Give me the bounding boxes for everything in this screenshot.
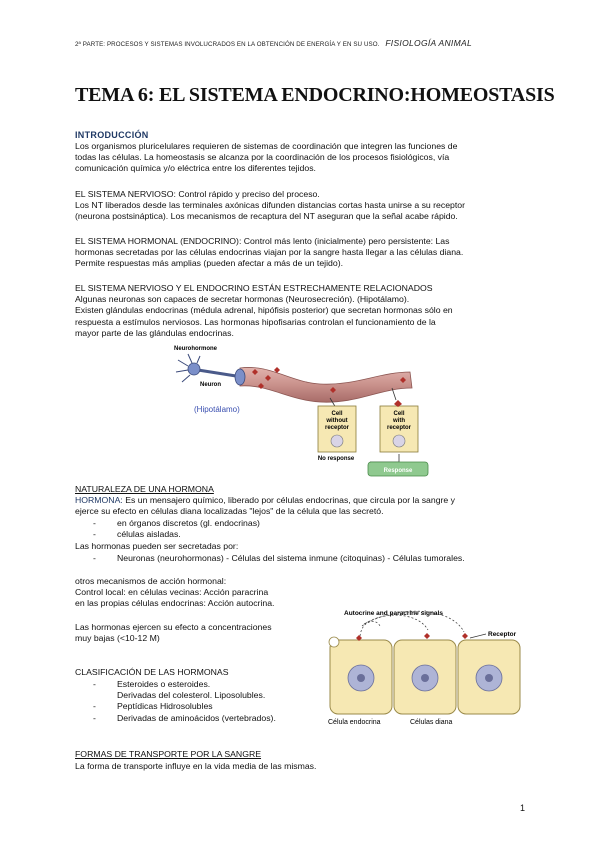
target-cell [458,633,520,714]
conc-line-1: Las hormonas ejercen su efecto a concentraciones [75,622,272,632]
cell-without-label-1: Cell [331,411,343,417]
clasificacion-heading: CLASIFICACIÓN DE LAS HORMONAS [75,667,229,677]
axon-terminal [235,369,245,385]
intro-line-2: todas las células. La homeostasis se alcanza por la coordinación de los procesos fisiológicos, vía [75,152,450,163]
intro-line-3: comunicación química y/o eléctrica entre los diferentes tejidos. [75,163,316,174]
intro-heading: INTRODUCCIÓN [75,130,149,140]
concentration-note [75,622,272,644]
nervioso-heading: EL SISTEMA NERVIOSO: Control rápido y preciso del proceso. [75,189,320,199]
target-cell [394,633,456,714]
naturaleza-heading: NATURALEZA DE UNA HORMONA [75,484,214,494]
conc-line-2: muy bajas (<10-12 M) [75,633,160,644]
receptor-label: Receptor [488,631,517,638]
naturaleza-bullets [93,518,260,540]
relacionados-line-4: mayor parte de las glándulas endocrinas. [75,327,234,338]
otros-section [75,576,274,610]
hormona-def-text-1: Es un mensajero químico, liberado por células endocrinas, que circula por la sangre y [122,495,456,505]
relacionados-line-3: respuesta a estímulos nerviosos. Las hormonas hipofisarias controlan el funcionamiento de la [75,316,436,327]
hormonal-line-1: EL SISTEMA HORMONAL (ENDOCRINO): Control más lento (inicialmente) pero persistente: Las [75,236,450,246]
intro-paragraph [75,141,457,175]
axon [198,370,236,376]
hormonal-line-3: Permite respuestas más amplias (pueden afectar a más de un tejido). [75,258,343,269]
relacionados-line-2: Existen glándulas endocrinas (médula adrenal, hipófisis posterior) que secretan hormonas sólo en [75,305,453,316]
transporte-line: La forma de transporte influye en la vida media de las mismas. [75,761,317,771]
intro-line-1: Los organismos pluricelulares requieren de sistemas de coordinación que integren las funciones de [75,141,458,151]
hormonal-line-2: hormonas secretadas por las células endocrinas viajan por la sangre hasta llegar a las células diana. [75,247,464,258]
list-item: - Derivadas de aminoácidos (vertebrados). [93,712,276,723]
otros-line-3: en las propias células endocrinas: Acción autocrina. [75,598,275,609]
figure2-title: Autocrine and paracrine signals [344,610,443,617]
list-item: - Peptídicas Hidrosolubles [93,701,213,712]
neuron-cell-icon [176,354,200,382]
clasificacion-item-3: Derivadas de aminoácidos (vertebrados). [117,712,276,723]
hormona-label: HORMONA: [75,495,123,505]
neurohormone-figure [170,342,430,480]
clasificacion-list [93,679,276,724]
nervioso-line-1: Los NT liberados desde las terminales axónicas difunden distancias cortas hasta unirse a su receptor [75,200,466,211]
relacionados-heading: EL SISTEMA NERVIOSO Y EL ENDOCRINO ESTÁN ESTRECHAMENTE RELACIONADOS [75,283,433,293]
endocrine-cell-label: Célula endocrina [328,719,381,726]
course-part: 2ª PARTE: PROCESOS Y SISTEMAS INVOLUCRADOS EN LA OBTENCIÓN DE ENERGÍA Y EN SU USO. [75,41,380,48]
page-title: TEMA 6: EL SISTEMA ENDOCRINO:HOMEOSTASIS [75,84,555,106]
transporte-heading: FORMAS DE TRANSPORTE POR LA SANGRE [75,749,262,759]
list-item: - en órganos discretos (gl. endocrinas) [93,518,260,528]
secreted-intro: Las hormonas pueden ser secretadas por: [75,541,239,551]
nervioso-line-2: (neurona postsináptica). Los mecanismos de recaptura del NT aseguran que la señal acabe rápido. [75,211,458,222]
endocrine-cell [329,635,392,714]
neurohormone-label: Neurohormone [174,346,218,352]
relacionados-section [75,283,453,339]
autocrine-paracrine-figure [322,606,532,730]
otros-line-1: otros mecanismos de acción hormonal: [75,576,227,586]
list-item: - Neuronas (neurohormonas) - Células del sistema inmune (citoquinas) - Células tumorales. [93,553,465,563]
course-name: FISIOLOGÍA ANIMAL [385,38,472,48]
naturaleza-bullet-2: células aisladas. [117,529,181,540]
naturaleza-bullet-1: en órganos discretos (gl. endocrinas) [117,518,260,528]
cell-without-label-3: receptor [324,425,350,431]
hormona-definition [75,495,455,517]
list-item: - células aisladas. [93,529,181,540]
secreted-bullet: Neuronas (neurohormonas) - Células del sistema inmune (citoquinas) - Células tumorales. [117,553,465,563]
hormona-def-line-2: ejerce su efecto en células diana localizadas "lejos" de la célula que las secretó. [75,506,384,517]
nervioso-section [75,189,465,223]
page-number: 1 [519,803,525,813]
clasificacion-item-1-sub: Derivadas del colesterol. Liposolubles. [117,690,266,701]
hormonal-section [75,236,463,270]
cell-without-label-2: without [326,418,348,424]
hypothalamus-label: (Hipotálamo) [194,405,240,414]
list-item [93,690,276,701]
target-cells-label: Células diana [410,719,453,726]
list-item: - Esteroides o esteroides. [93,679,211,689]
cell-with-label-3: receptor [386,425,412,431]
clasificacion-item-1: Esteroides o esteroides. [117,679,211,689]
neuron-label: Neuron [200,382,221,388]
relacionados-line-1: Algunas neuronas son capaces de secretar hormonas (Neurosecreción). (Hipotálamo). [75,294,410,305]
otros-line-2: Control local: en células vecinas: Acción paracrina [75,587,269,598]
running-header [75,38,472,48]
hormona-def-line-1 [75,495,455,506]
no-response-label: No response [317,456,355,462]
clasificacion-item-2: Peptídicas Hidrosolubles [117,701,213,712]
blood-vessel [240,367,412,402]
response-label: Response [383,468,413,474]
cell-with-label-1: Cell [393,411,405,417]
cell-with-label-2: with [393,418,405,424]
